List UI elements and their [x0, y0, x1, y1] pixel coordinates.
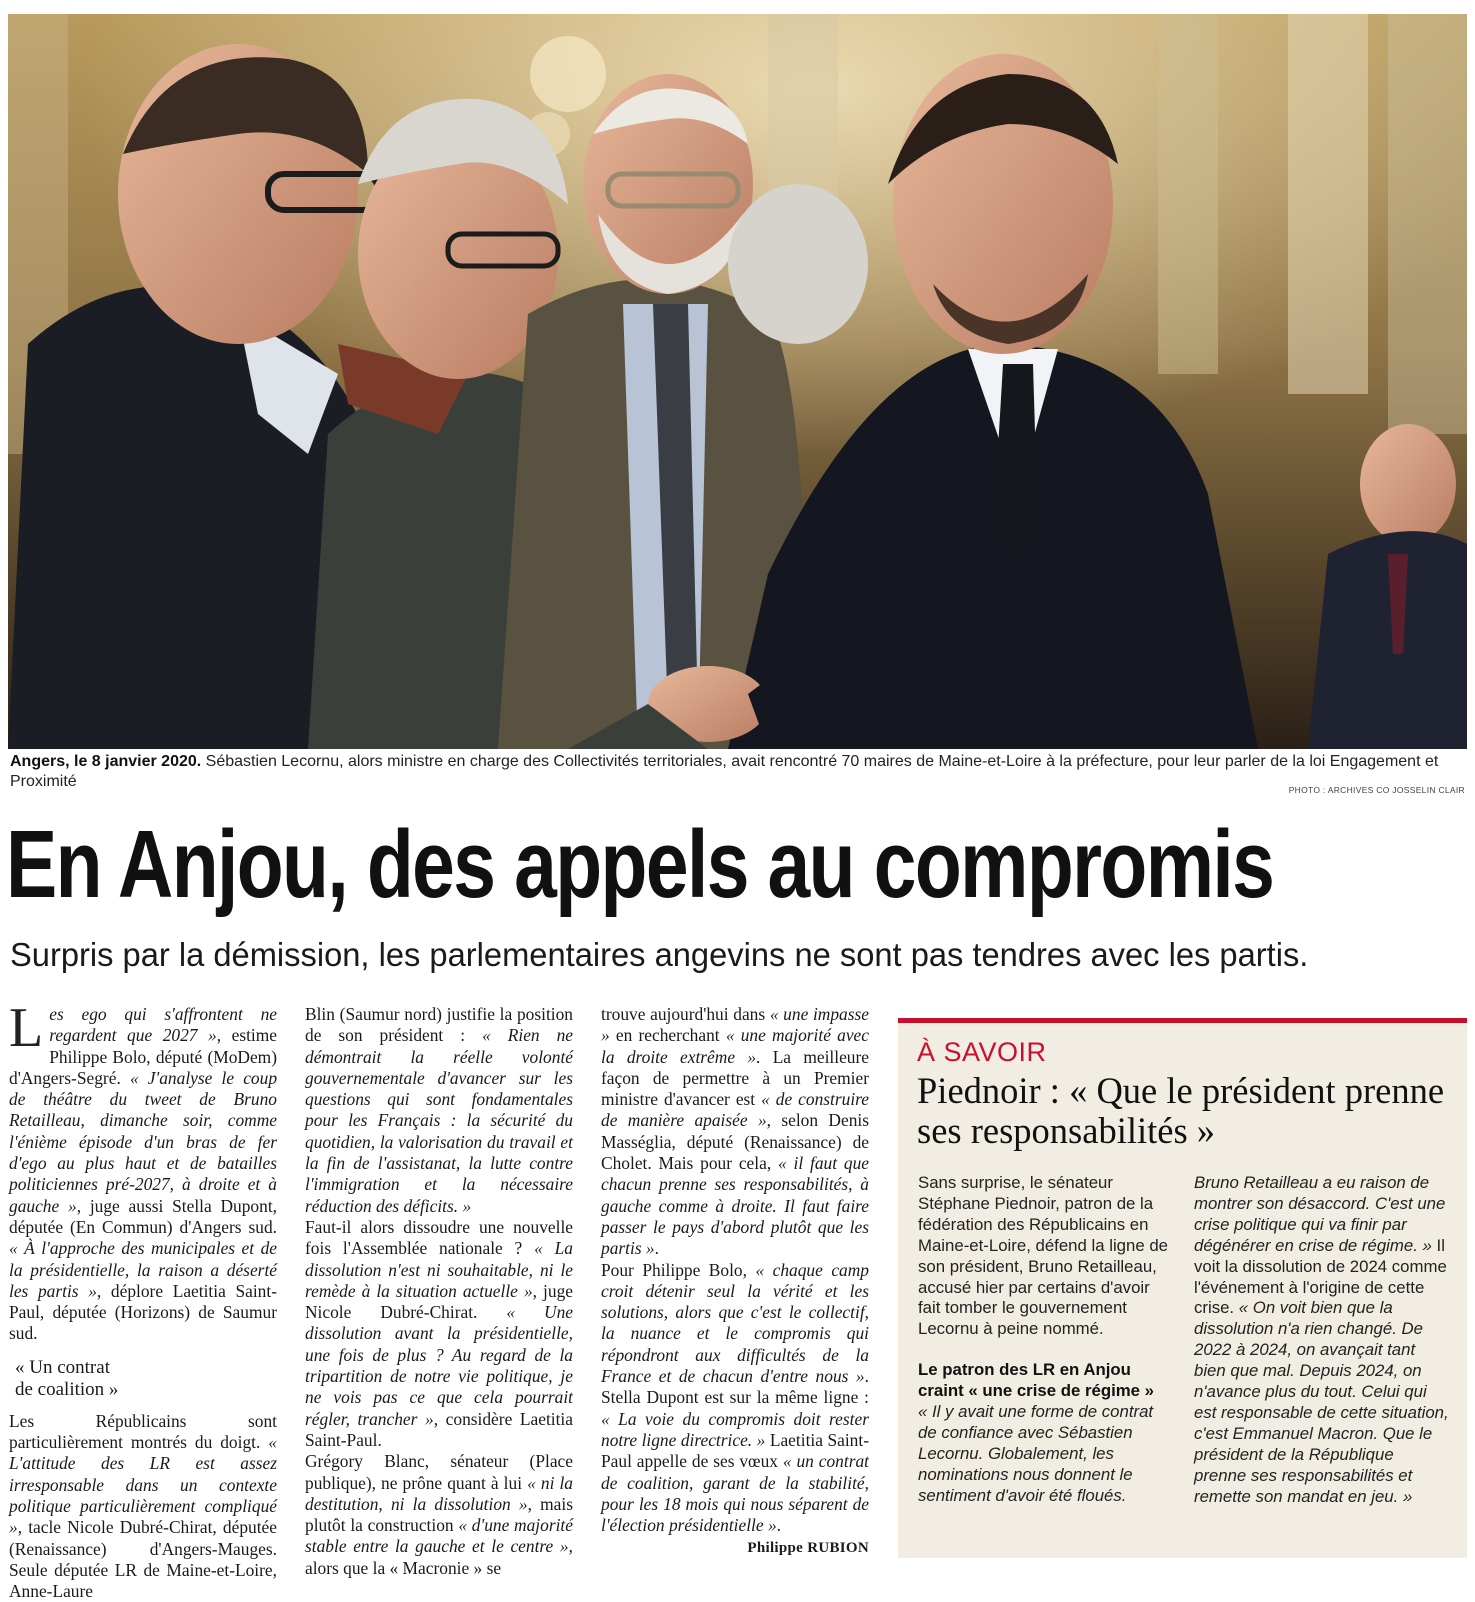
paragraph: [305, 1451, 573, 1579]
quote: « L'attitude des LR est assez irresponsable dans un contexte politique particulièrement compliqué »: [9, 1432, 277, 1538]
photo-credit: PHOTO : ARCHIVES CO JOSSELIN CLAIR: [1288, 785, 1465, 795]
text: .: [654, 1238, 659, 1259]
sidebar-box: [898, 1018, 1467, 1558]
text: . Stella Dupont est sur la même ligne :: [601, 1366, 869, 1408]
paragraph: [601, 1004, 869, 1260]
quote: « une impasse »: [601, 1004, 869, 1046]
paragraph: [601, 1260, 869, 1537]
quote: « À l'approche des municipales et de la présidentielle, la raison a déserté les partis »: [9, 1238, 277, 1301]
quote: « chaque camp croit détenir seul la vérité et les solutions, alors que c'est le collectif, la nuance et le compromis qui répondront aux difficultés de la France et de chacun d'entre nous »: [601, 1259, 869, 1387]
paragraph: [305, 1004, 573, 1217]
quote: « La voie du compromis doit rester notre ligne directrice. »: [601, 1408, 869, 1450]
text: Blin (Saumur nord) justifie la position de son président :: [305, 1004, 573, 1046]
article-column-2: [305, 1004, 573, 1579]
text: Grégory Blanc, sénateur (Place publique), ne prône quant à lui: [305, 1451, 573, 1493]
photo-caption: [10, 752, 1460, 792]
quote: « J'analyse le coup de théâtre du tweet de Bruno Retailleau, dimanche soir, comme l'énième épisode d'un bras de fer d'ego au plus haut et de batailles politiciennes pré-2027, à droite et à gauche »: [9, 1067, 278, 1216]
quote: « Il y avait une forme de contrat de confiance avec Sébastien Lecornu. Globalement, les nominations nous donnent le sentiment d'avoir été floués.: [918, 1402, 1154, 1505]
article-photo: [8, 14, 1467, 749]
text: . La meilleure façon de permettre à un Premier ministre d'avancer est: [601, 1046, 869, 1110]
quote: « une majorité avec la droite extrême »: [601, 1025, 869, 1067]
text: .: [776, 1515, 781, 1536]
dropcap: L: [9, 997, 44, 1059]
text: , estime Philippe Bolo, député (MoDem) d'Angers-Segré.: [9, 1025, 277, 1088]
quote: « La dissolution n'est ni souhaitable, ni le remède à la situation actuelle »: [305, 1238, 573, 1301]
text: , tacle Nicole Dubré-Chirat, députée (Renaissance) d'Angers-Mauges. Seule députée LR de Maine-et-Loire, Anne-Laure: [9, 1517, 277, 1602]
standfirst: Surpris par la démission, les parlementaires angevins ne sont pas tendres avec les partis.: [10, 936, 1309, 973]
text: Pour Philippe Bolo,: [601, 1259, 756, 1280]
sidebar-kicker: À SAVOIR: [917, 1037, 1047, 1067]
paragraph: [305, 1217, 573, 1451]
headline: En Anjou, des appels au compromis: [6, 811, 1274, 918]
text: Les Républicains sont particulièrement montrés du doigt.: [9, 1410, 277, 1453]
text: Il voit la dissolution de 2024 comme l'événement à l'origine de cette crise.: [1194, 1235, 1447, 1318]
author-first-name: Philippe: [747, 1540, 804, 1557]
text: , alors que la « Macronie » se: [305, 1536, 573, 1578]
caption-text: Sébastien Lecornu, alors ministre en charge des Collectivités territoriales, avait rencontré 70 maires de Maine-et-Loire à la préfecture, pour leur parler de la loi Engagement et Proximité: [10, 753, 1439, 790]
intertitle-line: « Un contrat: [15, 1356, 110, 1378]
author-last-name: RUBION: [807, 1540, 869, 1557]
text: , selon Denis Masséglia, député (Renaissance) de Cholet. Mais pour cela,: [601, 1110, 869, 1174]
author-signature: [601, 1538, 869, 1559]
text: , déplore Laetitia Saint-Paul, députée (Horizons) de Saumur sud.: [9, 1280, 277, 1344]
intertitle-line: de coalition »: [15, 1378, 119, 1400]
sidebar-column-1: [918, 1173, 1174, 1507]
quote: « il faut que chacun prenne ses responsabilités, à gauche comme à droite. Il faut faire passer le pays d'abord plutôt que les partis »: [601, 1153, 869, 1259]
quote: Bruno Retailleau a eu raison de montrer son désaccord. C'est une crise politique qui va finir par dégénérer en crise de régime. »: [1194, 1173, 1446, 1255]
sidebar-paragraph: Sans surprise, le sénateur Stéphane Piednoir, patron de la fédération des Républicains en Maine-et-Loire, défend la ligne de son président, Bruno Retailleau, accusé hier par certains d'avoir fait tomber le gouvernement Lecornu à peine nommé.: [918, 1173, 1169, 1339]
paragraph: [9, 997, 278, 1345]
text: , considère Laetitia Saint-Paul.: [305, 1408, 573, 1450]
sidebar-title: Piednoir : « Que le président prenne ses responsabilités »: [917, 1070, 1445, 1151]
quote: « d'une majorité stable entre la gauche et le centre »: [305, 1515, 573, 1557]
quote: « On voit bien que la dissolution n'a rien changé. De 2022 à 2024, on avançait tant bien que mal. Depuis 2024, on n'avance plus du tout. Celui qui est responsable de cette situation, c'est Emmanuel Macron. Que le président de la République prenne ses responsabilités et remette son mandat en jeu. »: [1194, 1298, 1449, 1506]
text: , juge Nicole Dubré-Chirat.: [305, 1280, 574, 1323]
quote: es ego qui s'affrontent ne regardent que 2027 »: [49, 1004, 277, 1046]
text: Laetitia Saint-Paul appelle de ses vœux: [601, 1429, 869, 1472]
paragraph: [9, 1411, 277, 1602]
intertitle: [15, 1357, 277, 1401]
text: en recherchant: [609, 1025, 726, 1046]
sidebar-paragraph: [918, 1402, 1174, 1507]
quote: « Une dissolution avant la présidentielle, une fois de plus ? Au regard de la tripartition de notre vie politique, je ne vois pas ce que cela pourrait régler, trancher »: [305, 1302, 573, 1429]
text: trouve aujourd'hui dans: [601, 1004, 770, 1024]
text: , juge aussi Stella Dupont, députée (En Commun) d'Angers sud.: [9, 1195, 278, 1237]
sidebar-paragraph: [1194, 1173, 1450, 1508]
text: Faut-il alors dissoudre une nouvelle fois l'Assemblée nationale ?: [305, 1216, 573, 1259]
quote: « Rien ne démontrait la réelle volonté gouvernementale d'avancer sur les questions qui sont fondamentales pour les Français : la sécurité du quotidien, la valorisation du travail et la fin de l'assistanat, la lutte contre l'immigration et la nécessaire réduction des déficits. »: [305, 1025, 573, 1216]
sidebar-column-2: [1194, 1173, 1450, 1508]
quote: « de construire de manière apaisée »: [601, 1089, 869, 1131]
quote: « un contrat de coalition, garant de la stabilité, pour les 18 mois qui nous séparent de l'élection présidentielle »: [601, 1451, 869, 1536]
article-column-3: [601, 1004, 869, 1560]
article-column-1: [9, 997, 278, 1602]
caption-place-date: Angers, le 8 janvier 2020.: [10, 753, 202, 770]
quote: « ni la destitution, ni la dissolution »: [305, 1472, 573, 1514]
sidebar-subhead: Le patron des LR en Anjou craint « une crise de régime »: [918, 1360, 1154, 1401]
text: , mais plutôt la construction: [305, 1493, 573, 1536]
